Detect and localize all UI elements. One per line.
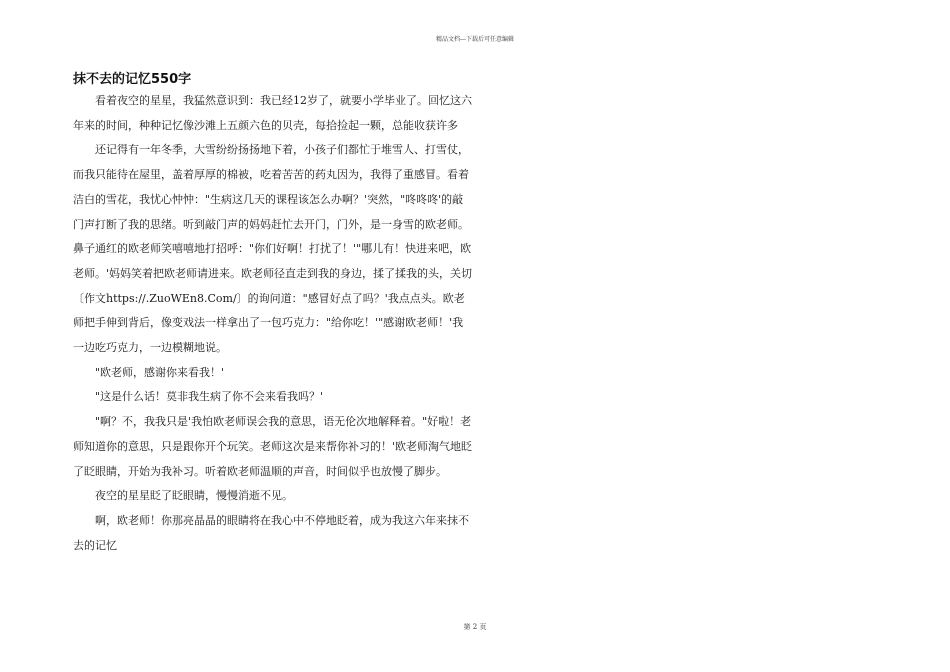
paragraph: "欧老师，感谢你来看我！' [95, 365, 225, 379]
document-body [73, 89, 473, 558]
page-number: 第 2 页 [463, 623, 487, 631]
paragraph: 看着夜空的星星，我猛然意识到：我已经12岁了，就要小学毕业了。回忆这六年来的时间，种种记忆像沙滩上五颜六色的贝壳，每拾捡起一颗，总能收获许多 [73, 94, 472, 132]
paragraph: "啊？不，我我只是'我怕欧老师误会我的意思，语无伦次地解释着。"好啦！老师知道你的意思，只是跟你开个玩笑。老师这次是来帮你补习的！'欧老师淘气地眨了眨眼睛，开始为我补习。听着欧老师温顺的声音，时间似乎也放慢了脚步。 [73, 415, 473, 478]
page-header: 精品文档---下载后可任意编辑 [435, 36, 515, 43]
paragraph: "这是什么话！莫非我生病了你不会来看我吗？' [95, 390, 324, 404]
paragraph: 夜空的星星眨了眨眼睛，慢慢消逝不见。 [95, 489, 293, 503]
document-title: 抹不去的记忆550字 [73, 72, 192, 87]
paragraph: 啊，欧老师！你那亮晶晶的眼睛将在我心中不停地眨着，成为我这六年来抹不去的记忆 [73, 513, 469, 552]
paragraph: 还记得有一年冬季，大雪纷纷扬扬地下着，小孩子们都忙于堆雪人、打雪仗，而我只能待在屋里，盖着厚厚的棉被，吃着苦苦的药丸因为，我得了重感冒。看着洁白的雪花，我忧心忡忡："生病这几天的课程该怎么办啊？'突然，"咚咚咚'的敲门声打断了我的思绪。听到敲门声的妈妈赶忙去开门，门外，是一身雪的欧老师。鼻子通红的欧老师笑嘻嘻地打招呼："你们好啊！打扰了！'"哪儿有！快进来吧，欧老师。'妈妈笑着把欧老师请进来。欧老师径直走到我的身边，揉了揉我的头，关切〔作文https://.ZuoWEn8.Com/〕的询问道："感冒好点了吗？'我点点头。欧老师把手伸到背后，像变戏法一样拿出了一包巧克力："给你吃！'"感谢欧老师！'我一边吃巧克力，一边模糊地说。 [73, 143, 473, 355]
